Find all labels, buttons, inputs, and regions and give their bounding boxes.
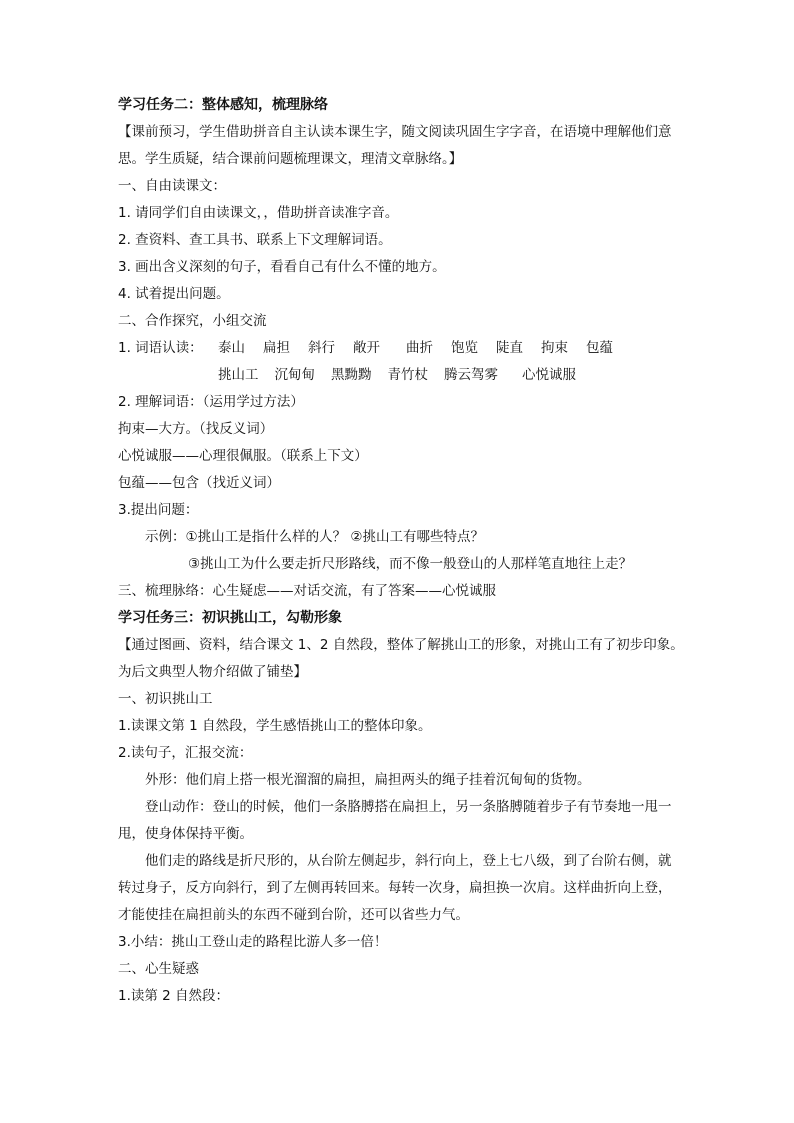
document-page <box>118 92 684 1010</box>
task3-section1-title: 一、初识挑山工 <box>118 691 213 707</box>
task2-section3: 三、梳理脉络：心生疑虑——对话交流，有了答案——心悦诚服 <box>118 583 496 599</box>
vocab-word: 泰山 <box>218 340 245 356</box>
task3-note: 【通过图画、资料，结合课文 1、2 自然段，整体了解挑山工的形象，对挑山工有了初步印象。为后文典型人物介绍做了铺垫】 <box>118 637 684 680</box>
vocab-word: 拘束 <box>541 340 568 356</box>
task2-note: 【课前预习，学生借助拼音自主认读本课生字，随文阅读巩固生字字音，在语境中理解他们意思。学生质疑，结合课前问题梳理课文，理清文章脉络。】 <box>118 124 672 167</box>
vocab-word: 陡直 <box>496 340 523 356</box>
question-title: 3.提出问题： <box>118 502 199 518</box>
task2-title: 学习任务二：整体感知，梳理脉络 <box>118 97 328 113</box>
understand-item: 拘束—大方。（找反义词） <box>118 421 274 437</box>
vocab-word: 黑黝黝 <box>331 367 372 383</box>
understand-title: 2. 理解词语：（运用学过方法） <box>118 394 304 410</box>
vocab-word: 敞开 <box>353 340 380 356</box>
vocab-word: 扁担 <box>263 340 290 356</box>
task2-section1-item: 3. 画出含义深刻的句子，看看自己有什么不懂的地方。 <box>118 259 446 275</box>
vocab-word: 饱览 <box>451 340 478 356</box>
vocab-word: 斜行 <box>308 340 335 356</box>
action-text: 登山动作：登山的时候，他们一条胳膊搭在扁担上，另一条胳膊随着步子有节奏地一甩一甩，使身体保持平衡。 <box>118 799 672 842</box>
task2-section1-item: 4. 试着提出问题。 <box>118 286 230 302</box>
task3-title: 学习任务三：初识挑山工，勾勒形象 <box>118 610 342 626</box>
task2-section1-title: 一、自由读课文： <box>118 178 226 194</box>
vocab-label: 1. 词语认读： <box>118 340 203 356</box>
task3-item-3: 3.小结：挑山工登山走的路程比游人多一倍！ <box>118 934 388 950</box>
route-text: 他们走的路线是折尺形的，从台阶左侧起步，斜行向上，登上七八级，到了台阶右侧，就转过身子，反方向斜行，到了左侧再转回来。每转一次身，扁担换一次肩。这样曲折向上登，才能使挂在扁担前头的东西不碰到台阶，还可以省些力气。 <box>118 853 672 923</box>
vocab-word: 心悦诚服 <box>522 367 576 383</box>
vocab-row-2 <box>118 362 684 389</box>
vocab-words <box>218 335 631 362</box>
appearance-text: 外形：他们肩上搭一根光溜溜的扁担，扁担两头的绳子挂着沉甸甸的货物。 <box>145 772 591 788</box>
vocab-word: 沉甸甸 <box>274 367 315 383</box>
vocab-words <box>218 362 592 389</box>
vocab-word: 青竹杖 <box>387 367 428 383</box>
vocab-word: 挑山工 <box>218 367 259 383</box>
task2-section1-item: 1. 请同学们自由读课文，，借助拼音读准字音。 <box>118 205 399 221</box>
question-example-1: 示例：①挑山工是指什么样的人？ ②挑山工有哪些特点？ <box>145 529 484 545</box>
vocab-word: 包蕴 <box>586 340 613 356</box>
task2-section2-title: 二、合作探究，小组交流 <box>118 313 267 329</box>
task3-item-2: 2.读句子，汇报交流： <box>118 745 253 761</box>
understand-item: 心悦诚服——心理很佩服。（联系上下文） <box>118 448 368 464</box>
vocab-word: 腾云驾雾 <box>444 367 498 383</box>
task3-section2-item-1: 1.读第 2 自然段： <box>118 988 230 1004</box>
vocab-row-1 <box>118 335 684 362</box>
understand-item: 包蕴——包含（找近义词） <box>118 475 280 491</box>
task3-item-1: 1.读课文第 1 自然段，学生感悟挑山工的整体印象。 <box>118 718 432 734</box>
vocab-word: 曲折 <box>406 340 433 356</box>
task2-section1-item: 2. 查资料、查工具书、联系上下文理解词语。 <box>118 232 392 248</box>
task3-section2-title: 二、心生疑惑 <box>118 961 199 977</box>
question-example-2: ③挑山工为什么要走折尺形路线，而不像一般登山的人那样笔直地往上走？ <box>188 556 633 572</box>
